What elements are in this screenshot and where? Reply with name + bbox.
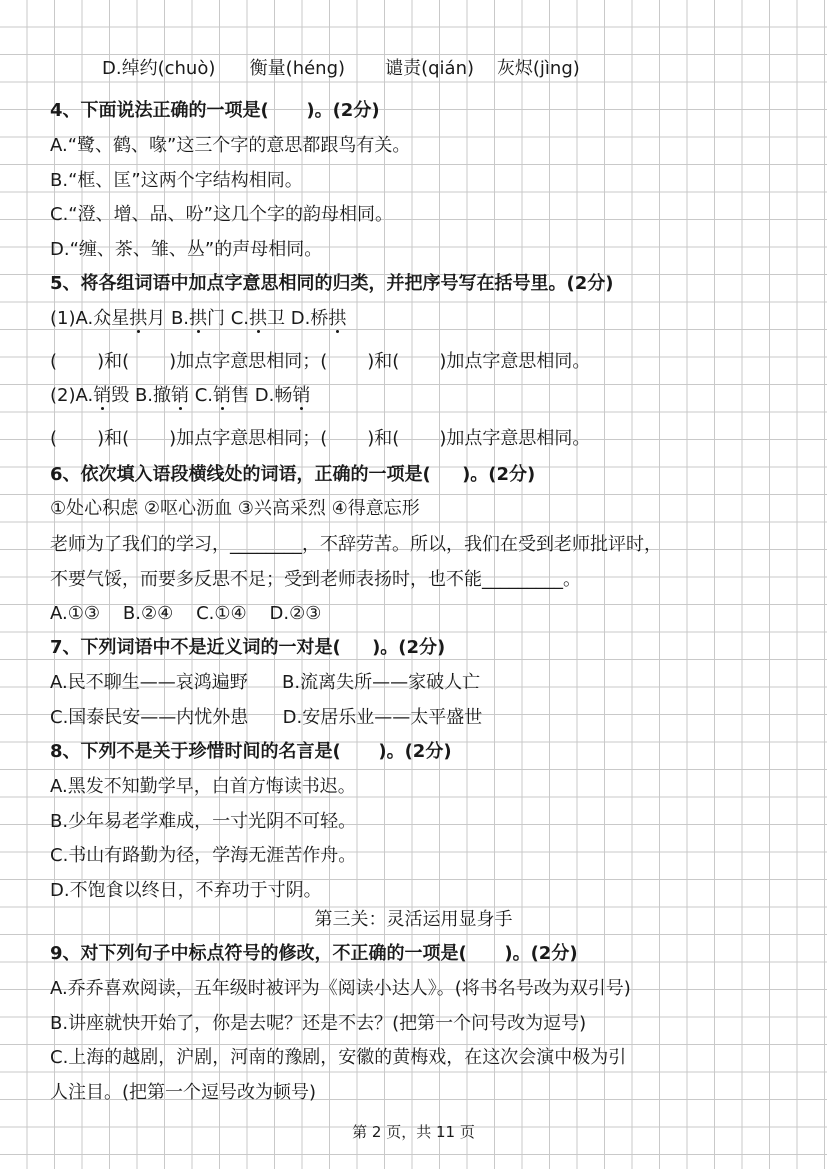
dotted-char: 拱 xyxy=(328,308,347,329)
dotted-char: 拱 xyxy=(129,308,148,329)
q6-word-options: ①处心积虑 ②呕心沥血 ③兴高采烈 ④得意忘形 xyxy=(50,498,420,519)
q6-passage-line-1: 老师为了我们的学习，________，不辞劳苦。所以，我们在受到老师批评时， xyxy=(50,534,662,555)
q9-option-b: B.讲座就快开始了，你是去呢？还是不去？(把第一个问号改为逗号) xyxy=(50,1013,587,1034)
dotted-char: 销 xyxy=(292,385,311,406)
q8-option-d: D.不饱食以终日，不弃功于寸阴。 xyxy=(50,880,322,901)
question-7: 7、下列词语中不是近义词的一对是( )。(2分) xyxy=(50,637,446,658)
q7-options-cd: C.国泰民安——内忧外患 D.安居乐业——太平盛世 xyxy=(50,707,483,728)
dotted-char: 拱 xyxy=(249,308,268,329)
q5-answer-row-1: ( )和( )加点字意思相同；( )和( )加点字意思相同。 xyxy=(50,351,591,372)
q8-option-a: A.黑发不知勤学早，白首方悔读书迟。 xyxy=(50,776,356,797)
page-footer: 第 2 页，共 11 页 xyxy=(352,1123,475,1141)
q6-answer-options: A.①③ B.②④ C.①④ D.②③ xyxy=(50,603,322,624)
q8-option-c: C.书山有路勤为径，学海无涯苦作舟。 xyxy=(50,845,357,866)
q9-option-c-line-2: 人注目。(把第一个逗号改为顿号) xyxy=(50,1082,317,1103)
text: 门 C. xyxy=(207,308,250,329)
q9-option-c-line-1: C.上海的越剧，沪剧，河南的豫剧，安徽的黄梅戏，在这次会演中极为引 xyxy=(50,1047,627,1068)
text: (2)A. xyxy=(50,385,94,406)
q7-options-ab: A.民不聊生——哀鸿遍野 B.流离失所——家破人亡 xyxy=(50,672,481,693)
question-5: 5、将各组词语中加点字意思相同的归类，并把序号写在括号里。(2分) xyxy=(50,273,614,294)
question-8: 8、下列不是关于珍惜时间的名言是( )。(2分) xyxy=(50,741,452,762)
dotted-char: 拱 xyxy=(189,308,208,329)
q4-option-d: D.“缠、茶、雏、丛”的声母相同。 xyxy=(50,239,323,260)
dotted-char: 销 xyxy=(213,385,232,406)
q4-option-a: A.“鹭、鹤、喙”这三个字的意思都跟鸟有关。 xyxy=(50,135,411,156)
q5-group-1 xyxy=(50,308,346,330)
text: C. xyxy=(189,385,214,406)
q8-option-b: B.少年易老学难成，一寸光阴不可轻。 xyxy=(50,811,357,832)
question-6: 6、依次填入语段横线处的词语，正确的一项是( )。(2分) xyxy=(50,464,536,485)
dotted-char: 销 xyxy=(171,385,190,406)
question-4: 4、下面说法正确的一项是( )。(2分) xyxy=(50,100,380,121)
q9-option-a: A.乔乔喜欢阅读，五年级时被评为《阅读小达人》。(将书名号改为双引号) xyxy=(50,978,631,999)
q5-answer-row-2: ( )和( )加点字意思相同；( )和( )加点字意思相同。 xyxy=(50,428,591,449)
text: 月 B. xyxy=(147,308,190,329)
text: 售 D.畅 xyxy=(231,385,293,406)
q5-group-2 xyxy=(50,385,310,407)
question-9: 9、对下列句子中标点符号的修改，不正确的一项是( )。(2分) xyxy=(50,943,578,964)
q4-option-c: C.“澄、增、品、吩”这几个字的韵母相同。 xyxy=(50,204,393,225)
text: (1)A.众星 xyxy=(50,308,130,329)
q3-option-d: D.绰约(chuò) 衡量(héng) 谴责(qián) 灰烬(jìng) xyxy=(102,58,580,79)
q6-passage-line-2: 不要气馁，而要多反思不足；受到老师表扬时，也不能_________。 xyxy=(50,569,581,590)
dotted-char: 销 xyxy=(93,385,112,406)
q4-option-b: B.“框、匡”这两个字结构相同。 xyxy=(50,170,303,191)
text: 卫 D.桥 xyxy=(267,308,329,329)
section-title: 第三关：灵活运用显身手 xyxy=(314,909,513,930)
text: 毁 B.撤 xyxy=(111,385,172,406)
